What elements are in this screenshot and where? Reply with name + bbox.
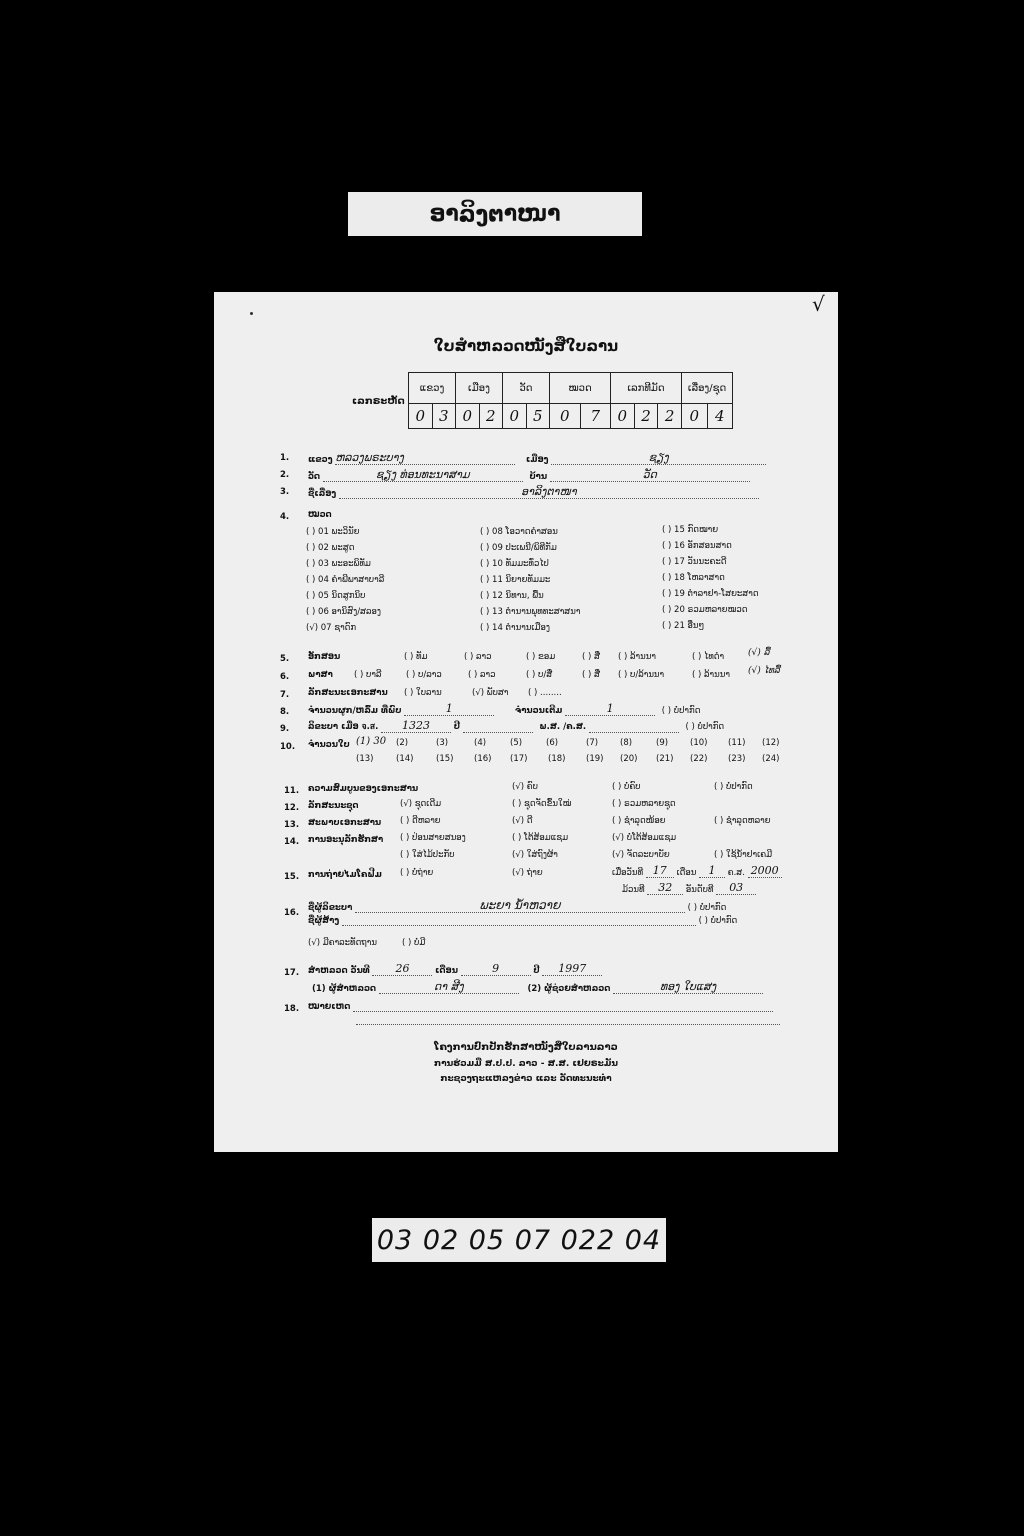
code-header-story: ເລື່ອງ/ຊຸດ (682, 373, 733, 404)
category-option[interactable]: ( ) 02 ພະສູດ (306, 543, 355, 553)
field-9-row (308, 719, 724, 733)
category-option[interactable]: ( ) 17 ວັນນະຄະດີ (662, 557, 727, 567)
field-3-value: ອາລິງຕາໜາ (339, 485, 759, 499)
field-11-number: 11. (284, 786, 300, 796)
completeness-option[interactable]: (√) ຄົບ (512, 782, 538, 792)
category-option[interactable]: ( ) 04 ຄຳພີພາສາບາລີ (306, 575, 385, 585)
field-2-label: ວັດ (308, 472, 321, 482)
code-header-district: ເມືອງ (456, 373, 503, 404)
field-17-month-label: ເດືອນ (435, 966, 458, 976)
leaf-count: (3) (436, 738, 449, 748)
conservation-option[interactable]: (√) ບໍ່ໂຕ້ສ້ອມແຊມ (612, 833, 677, 843)
field-13-number: 13. (284, 820, 300, 830)
leaf-count: (10) (690, 738, 708, 748)
field-9-label2: ປີ (453, 722, 460, 732)
field-16-row2 (308, 916, 737, 926)
script-option[interactable]: ( ) ໄທດຳ (692, 652, 725, 662)
script-option[interactable]: ( ) ທັມ (404, 652, 428, 662)
assistant-label: (2) ຜູ້ຊ່ວຍສຳຫລວດ (527, 984, 611, 994)
leaf-count: (13) (356, 754, 374, 764)
code-header-bundle: ເລກທີມັດ (611, 373, 682, 404)
leaf-count: (4) (474, 738, 487, 748)
field-11-label: ຄວາມສົມບູນຂອງເອກະສານ (308, 784, 419, 794)
field-13-label: ສະພາບເອກະສານ (308, 818, 382, 828)
field-2-number: 2. (280, 470, 290, 480)
microfilm-year: 2000 (748, 864, 782, 878)
field-9-label3: ພ.ສ. /ຄ.ສ. (539, 722, 587, 732)
field-2-value: ຊຽງ ທ່ອນທະນາສາມ (323, 468, 523, 482)
field-16-value: ພະຍາ ນ້ຳຫວາຍ (355, 898, 685, 913)
leaf-count: (17) (510, 754, 528, 764)
field-8-value: 1 (404, 702, 494, 716)
code-digit: 0 (456, 404, 480, 429)
category-option[interactable]: ( ) 01 ພະວິນັຍ (306, 527, 360, 537)
microfilm-option[interactable]: (√) ຖ່າຍ (512, 868, 543, 878)
field-16-unknown[interactable]: ( ) ບໍ່ປາກົດ (687, 903, 727, 913)
field-14-label: ການອະນຸລັກຮັກສາ (308, 835, 384, 845)
field-1-label: ແຂວງ (308, 455, 333, 465)
category-option[interactable]: (√) 07 ຊາດົກ (306, 623, 357, 633)
field-8-label: ຈຳນວນຜູກ/ຫລົ້ມ ທີ່ພົບ (308, 706, 402, 716)
corner-check-mark: √ (812, 292, 825, 316)
code-digit: 3 (432, 404, 456, 429)
field-17-label: ສຳຫລວດ ວັນທີ (308, 966, 370, 976)
code-label: ເລກຣະຫັດ (352, 396, 405, 407)
footer-line-2: ການຮ່ວມມື ສ.ປ.ປ. ລາວ - ສ.ສ. ເຢຍຣະມັນ (434, 1059, 618, 1069)
field-6-label: ພາສາ (308, 670, 333, 680)
conservation-option[interactable]: ( ) ໃຊ້ນ້ຳຢາເຄມີ (714, 850, 773, 860)
field-10-label: ຈຳນວນໃບ (308, 740, 350, 750)
language-option[interactable]: ( ) ບ/ລາວ (406, 670, 442, 680)
surveyor-name: ດາ ສີງ (379, 980, 519, 994)
microfilm-roll-label: ມ້ວນທີ (622, 885, 645, 895)
bottom-code-label: 03 02 05 07 022 04 (372, 1218, 666, 1262)
code-header-category: ໝວດ (550, 373, 611, 404)
field-18-label: ໝາຍເຫດ (308, 1002, 351, 1012)
category-option[interactable]: ( ) 20 ຣວມຫລາຍໝວດ (662, 605, 748, 615)
microfilm-year-label: ຄ.ສ. (727, 868, 745, 878)
category-option[interactable]: ( ) 05 ນິດສູກນິບ (306, 591, 366, 601)
material-option[interactable]: ( ) ໃບລານ (404, 688, 442, 698)
footer-line-3: ກະຊວງຖະແຫລງຂ່າວ ແລະ ວັດທະນະທຳ (440, 1074, 612, 1084)
category-option[interactable]: ( ) 21 ອື່ນໆ (662, 621, 705, 631)
code-table (408, 372, 733, 429)
category-option[interactable]: ( ) 08 ໂອວາດຄຳສອນ (480, 527, 558, 537)
leaf-count: (6) (546, 738, 559, 748)
category-option[interactable]: ( ) 18 ໂຫລາສາດ (662, 573, 725, 583)
script-option[interactable]: ( ) ຂອມ (526, 652, 556, 662)
category-option[interactable]: ( ) 06 ອານິສົງ/ສລອງ (306, 607, 382, 617)
material-option[interactable]: ( ) ........ (528, 688, 562, 698)
code-digit: 0 (550, 404, 581, 429)
code-digit: 0 (682, 404, 708, 429)
code-header-row (409, 373, 733, 404)
microfilm-frame: 03 (716, 881, 756, 895)
code-digit: 0 (409, 404, 433, 429)
leaf-count: (14) (396, 754, 414, 764)
microfilm-month: 1 (699, 864, 725, 878)
leaf-count: (9) (656, 738, 669, 748)
language-option[interactable]: ( ) ບາລີ (354, 670, 382, 680)
category-option[interactable]: ( ) 11 ນິຍາຍທັມມະ (480, 575, 551, 585)
field-9-value: 1323 (381, 719, 451, 733)
field-17-year-label: ປີ (533, 966, 540, 976)
category-option[interactable]: ( ) 09 ປະເພນີ/ພິທີກັມ (480, 543, 557, 553)
category-option[interactable]: ( ) 15 ກົດໝາຍ (662, 525, 719, 535)
code-digit: 0 (503, 404, 527, 429)
field-16-row (308, 898, 726, 913)
conservation-option[interactable]: ( ) ໃສ່ໄມ້ປະກັບ (400, 850, 455, 860)
category-option[interactable]: ( ) 12 ນິທານ, ພື້ນ (480, 591, 544, 601)
category-option[interactable]: ( ) 14 ຕຳນານເມືອງ (480, 623, 551, 633)
leaf-count: (18) (548, 754, 566, 764)
microfilm-option[interactable]: ( ) ບໍ່ຖ່າຍ (400, 868, 434, 878)
code-digit: 0 (611, 404, 635, 429)
conservation-option[interactable]: ( ) ປ່ອນສາຍສນອງ (400, 833, 466, 843)
field-3-row (308, 485, 759, 499)
field-5-label: ອັກສອນ (308, 652, 341, 662)
field-12-number: 12. (284, 803, 300, 813)
material-option[interactable]: (√) ພັບສາ (472, 688, 509, 698)
field-2-label2: ບ້ານ (529, 472, 548, 482)
set-option[interactable]: (√) ຊຸດເດີມ (400, 799, 442, 809)
field-4-number: 4. (280, 512, 290, 522)
language-option[interactable]: ( ) ລາວ (468, 670, 496, 680)
script-option[interactable]: ( ) ລາວ (464, 652, 492, 662)
microfilm-frame-label: ອັນດັບທີ (685, 885, 714, 895)
field-9-unknown[interactable]: ( ) ບໍ່ປາກົດ (685, 722, 725, 732)
field-9-label: ລິຂະບາ ເມື່ອ จ.ส. (308, 722, 379, 732)
field-17-row (308, 962, 602, 976)
field-16-label: ຊື່ຜູ້ລິຂະບາ (308, 903, 353, 913)
microfilm-month-label: ເດືອນ (676, 868, 697, 878)
field-1-number: 1. (280, 453, 290, 463)
script-option-checked[interactable]: (√) ລື້ (748, 648, 770, 658)
condition-option[interactable]: (√) ດີ (512, 816, 533, 826)
category-option[interactable]: ( ) 13 ຕຳນານພຸທທະສາສນາ (480, 607, 581, 617)
condition-option[interactable]: ( ) ຊຳລຸດໜ້ອຍ (612, 816, 666, 826)
leaf-count: (15) (436, 754, 454, 764)
field-8-value2: 1 (565, 702, 655, 716)
field-3-number: 3. (280, 487, 290, 497)
leaf-count: (2) (396, 738, 409, 748)
survey-form-sheet (214, 292, 838, 1152)
category-option[interactable]: ( ) 16 ອັກສອນສາດ (662, 541, 732, 551)
field-3-label: ຊື່ເລື່ອງ (308, 489, 337, 499)
field-4-label: ໝວດ (308, 510, 332, 520)
leaf-count: (12) (762, 738, 780, 748)
leaf-count: (7) (586, 738, 599, 748)
conservation-option[interactable]: ( ) ໂຕ້ສ້ອມແຊມ (512, 833, 569, 843)
field-2-value2: ວັດ (550, 468, 750, 482)
assistant-name: ທອງ ໃບແສງ (613, 980, 763, 994)
surveyor-label: (1) ຜູ້ສຳຫລວດ (312, 984, 377, 994)
field-14-number: 14. (284, 837, 300, 847)
field-17-number: 17. (284, 968, 300, 978)
punch-dot (250, 312, 253, 315)
field-7-label: ລັກສະນະເອກະສານ (308, 688, 388, 698)
leaf-count: (11) (728, 738, 746, 748)
code-digit: 2 (658, 404, 682, 429)
field-7-number: 7. (280, 690, 290, 700)
category-option[interactable]: ( ) 03 ພະອະພິທັມ (306, 559, 371, 569)
script-option[interactable]: ( ) ລ້ານນາ (618, 652, 656, 662)
field-1-value2: ຊຽງ (551, 451, 766, 465)
leaf-count: (5) (510, 738, 523, 748)
source-option[interactable]: (√) ມີຄາລະທັດຖານ (308, 938, 377, 948)
script-option[interactable]: ( ) ສື່ (582, 652, 601, 662)
condition-option[interactable]: ( ) ດີຫລາຍ (400, 816, 441, 826)
conservation-option[interactable]: (√) ໃສ່ຖົງຜ້າ (512, 850, 558, 860)
leaf-count: (24) (762, 754, 780, 764)
field-9-number: 9. (280, 724, 290, 734)
field-16-number: 16. (284, 908, 300, 918)
leaf-count: (8) (620, 738, 633, 748)
field-17-year: 1997 (542, 962, 602, 976)
leaf-count: (23) (728, 754, 746, 764)
field-1-row (308, 451, 766, 465)
code-header-province: ແຂວງ (409, 373, 456, 404)
form-title: ໃບສຳຫລວດໜັງສືໃບລານ (433, 337, 619, 355)
microfilm-roll: 32 (647, 881, 683, 895)
leaf-count-1: (1) 30 (356, 736, 387, 747)
set-option[interactable]: ( ) ຣວມຫລາຍຊຸດ (612, 799, 676, 809)
category-option[interactable]: ( ) 19 ຕຳລາຢາ-ໂສຍະສາດ (662, 589, 759, 599)
field-18-row (308, 1002, 773, 1012)
field-18-number: 18. (284, 1004, 300, 1014)
leaf-count: (20) (620, 754, 638, 764)
remarks-line (356, 1024, 780, 1025)
code-digit: 5 (526, 404, 550, 429)
language-option[interactable]: ( ) ລ້ານນາ (692, 670, 730, 680)
leaf-count: (22) (690, 754, 708, 764)
leaf-count: (21) (656, 754, 674, 764)
field-17-day: 26 (372, 962, 432, 976)
field-16-unknown2[interactable]: ( ) ບໍ່ປາກົດ (698, 916, 738, 926)
code-header-temple: ວັດ (503, 373, 550, 404)
microfilm-day: 17 (646, 864, 674, 878)
field-8-number: 8. (280, 707, 290, 717)
field-17-month: 9 (461, 962, 531, 976)
field-1-value: ຫລວງພຣະບາງ (335, 451, 515, 465)
field-10-number: 10. (280, 742, 296, 752)
conservation-option[interactable]: (√) ຈັດລະບາບັຍ (612, 850, 670, 860)
language-option[interactable]: ( ) ບ/ລ້ານນາ (618, 670, 665, 680)
top-title-label: ອາລິງຕາໜາ (348, 192, 642, 236)
code-digits-row (409, 404, 733, 429)
leaf-count: (19) (586, 754, 604, 764)
microfilm-roll-row (622, 881, 756, 895)
field-8-row (308, 702, 700, 716)
language-option-checked[interactable]: (√) ໄທລື້ (748, 666, 780, 676)
footer-line-1: ໂຄງການປົກປັກຮັກສາໜັງສືໃບລານລາວ (434, 1042, 618, 1053)
language-option[interactable]: ( ) ສື່ (582, 670, 601, 680)
field-5-number: 5. (280, 654, 290, 664)
code-digit: 7 (580, 404, 611, 429)
field-8-unknown[interactable]: ( ) ບໍ່ປາກົດ (661, 706, 701, 716)
completeness-option[interactable]: ( ) ບໍ່ປາກົດ (714, 782, 753, 792)
condition-option[interactable]: ( ) ຊຳລຸດຫລາຍ (714, 816, 771, 826)
category-option[interactable]: ( ) 10 ທັມມະທົ່ວໄປ (480, 559, 549, 569)
field-16-label2: ຊື່ຜູ້ສ້າງ (308, 916, 340, 926)
field-15-number: 15. (284, 872, 300, 882)
code-digit: 4 (707, 404, 733, 429)
field-2-row (308, 468, 750, 482)
field-17-row2 (312, 980, 763, 994)
leaf-count: (16) (474, 754, 492, 764)
source-option[interactable]: ( ) ບໍ່ມີ (402, 938, 426, 948)
microfilm-date-label: ເມື່ອວັນທີ (612, 868, 644, 878)
completeness-option[interactable]: ( ) ບໍ່ຄົບ (612, 782, 641, 792)
field-15-label: ການຖ່າຍໄມໂຄຟີມ (308, 870, 382, 880)
set-option[interactable]: ( ) ຊຸດຈັດຂຶ້ນໃໝ່ (512, 799, 572, 809)
field-6-number: 6. (280, 672, 290, 682)
code-digit: 2 (479, 404, 503, 429)
field-1-label2: ເມືອງ (525, 455, 549, 465)
field-12-label: ລັກສະນະຊຸດ (308, 801, 359, 811)
code-digit: 2 (634, 404, 658, 429)
field-8-label2: ຈຳນວນເຕີມ (514, 706, 563, 716)
microfilm-date-row (612, 864, 782, 878)
language-option[interactable]: ( ) ບ/ສື່ (526, 670, 553, 680)
